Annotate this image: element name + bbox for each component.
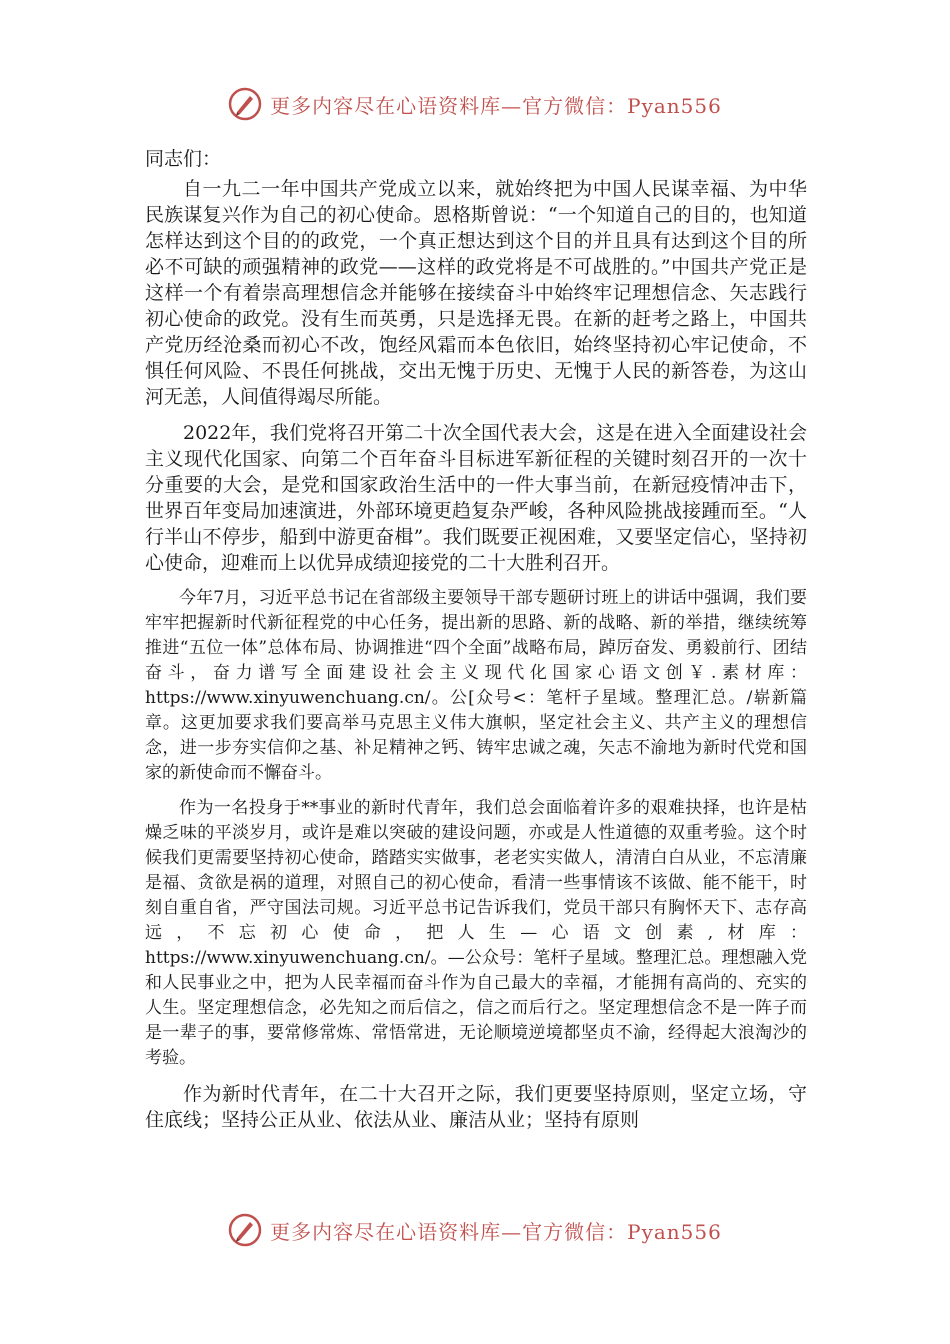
footer-banner	[0, 1210, 950, 1250]
header-banner	[0, 84, 950, 124]
header-banner-text: 更多内容尽在心语资料库—官方微信：Pyan556	[270, 93, 722, 118]
paragraph: 作为新时代青年，在二十大召开之际，我们更要坚持原则，坚定立场，守住底线；坚持公正从业、依法从业、廉洁从业；坚持有原则	[145, 1083, 807, 1131]
footer-banner-text: 更多内容尽在心语资料库—官方微信：Pyan556	[270, 1219, 722, 1244]
paragraph: 2022年，我们党将召开第二十次全国代表大会，这是在进入全面建设社会主义现代化国家、向第二个百年奋斗目标进军新征程的关键时刻召开的一次十分重要的大会，是党和国家政治生活中的一件大事当前，在新冠疫情冲击下，世界百年变局加速演进，外部环境更趋复杂严峻，各种风险挑战接踵而至。“人行半山不停步，船到中游更奋楫”。我们既要正视困难，又要坚定信心，坚持初心使命，迎难而上以优异成绩迎接党的二十大胜利召开。	[145, 422, 807, 574]
pen-logo-icon	[228, 87, 262, 121]
paragraph: 自一九二一年中国共产党成立以来，就始终把为中国人民谋幸福、为中华民族谋复兴作为自己的初心使命。恩格斯曾说：“一个知道自己的目的，也知道怎样达到这个目的的政党，一个真正想达到这个目的并且具有达到这个目的所必不可缺的顽强精神的政党——这样的政党将是不可战胜的。”中国共产党正是这样一个有着崇高理想信念并能够在接续奋斗中始终牢记理想信念、矢志践行初心使命的政党。没有生而英勇，只是选择无畏。在新的赶考之路上，中国共产党历经沧桑而初心不改，饱经风霜而本色依旧，始终坚持初心牢记使命，不惧任何风险、不畏任何挑战，交出无愧于历史、无愧于人民的新答卷，为这山河无恙，人间值得竭尽所能。	[145, 178, 807, 408]
greeting: 同志们：	[145, 148, 222, 170]
paragraph: 今年7月，习近平总书记在省部级主要领导干部专题研讨班上的讲话中强调，我们要牢牢把握新时代新征程党的中心任务，提出新的思路、新的战略、新的举措，继续统筹推进“五位一体”总体布局、协调推进“四个全面”战略布局，踔厉奋发、勇毅前行、团结奋斗，奋力谱写全面建设社会主义现代化国家心语文创￥.素材库：https://www.xinyuwenchuang.cn/。公[众号<：笔杆子星域。整理汇总。/崭新篇章。这更加要求我们要高举马克思主义伟大旗帜，坚定社会主义、共产主义的理想信念，进一步夯实信仰之基、补足精神之钙、铸牢忠诚之魂，矢志不渝地为新时代党和国家的新使命而不懈奋斗。	[145, 588, 807, 783]
document-body	[145, 140, 807, 1143]
paragraph: 作为一名投身于**事业的新时代青年，我们总会面临着许多的艰难抉择，也许是枯燥乏味的平淡岁月，或许是难以突破的建设问题，亦或是人性道德的双重考验。这个时候我们更需要坚持初心使命，踏踏实实做事，老老实实做人，清清白白从业，不忘清廉是福、贪欲是祸的道理，对照自己的初心使命，看清一些事情该不该做、能不能干，时刻自重自省，严守国法司规。习近平总书记告诉我们，党员干部只有胸怀天下、志存高远，不忘初心使命，把人生—心语文创素,材库：https://www.xinyuwenchuang.cn/。—公众号：笔杆子星域。整理汇总。理想融入党和人民事业之中，把为人民幸福而奋斗作为自己最大的幸福，才能拥有高尚的、充实的人生。坚定理想信念，必先知之而后信之，信之而后行之。坚定理想信念不是一阵子而是一辈子的事，要常修常炼、常悟常进，无论顺境逆境都坚贞不渝，经得起大浪淘沙的考验。	[145, 798, 807, 1068]
pen-logo-icon	[228, 1213, 262, 1247]
